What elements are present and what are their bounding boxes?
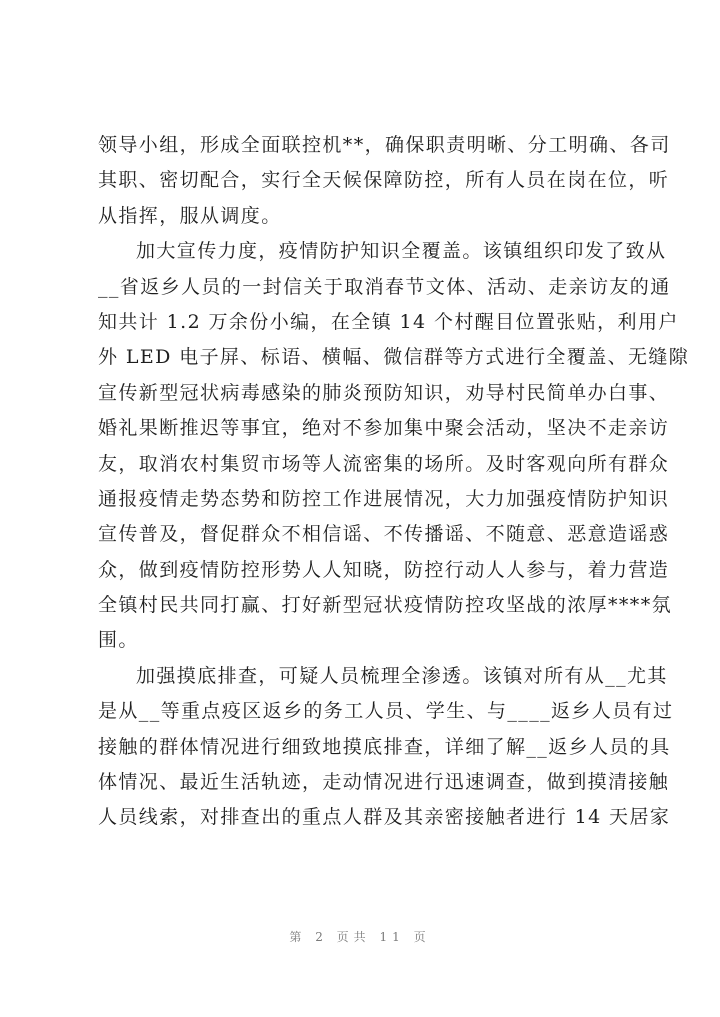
paragraph-2-line-2: __省返乡人员的一封信关于取消春节文体、活动、走亲访友的通 (98, 275, 671, 298)
document-body (98, 128, 690, 836)
paragraph-3-line-2: 是从__等重点疫区返乡的务工人员、学生、与____返乡人员有过 (98, 700, 674, 723)
paragraph-2-line-4: 外 LED 电子屏、标语、横幅、微信群等方式进行全覆盖、无缝隙 (98, 346, 690, 369)
paragraph-2-line-10: 众，做到疫情防控形势人人知晓，防控行动人人参与，着力营造 (98, 558, 670, 581)
paragraph-2-line-1: 加大宣传力度，疫情防护知识全覆盖。该镇组织印发了致从 (136, 240, 667, 263)
paragraph-2-line-3: 知共计 1.2 万余份小编，在全镇 14 个村醒目位置张贴，利用户 (98, 310, 679, 333)
paragraph-1-line-1: 领导小组，形成全面联控机**，确保职责明晰、分工明确、各司 (98, 134, 671, 156)
paragraph-1-line-2: 其职、密切配合，实行全天候保障防控，所有人员在岗在位，听 (98, 169, 670, 192)
paragraph-2-line-11: 全镇村民共同打赢、打好新型冠状疫情防控攻坚战的浓厚****氛 (98, 594, 673, 617)
paragraph-2-line-9: 宣传普及，督促群众不相信谣、不传播谣、不随意、恶意造谣惑 (98, 523, 670, 546)
paragraph-2-line-8: 通报疫情走势态势和防控工作进展情况，大力加强疫情防护知识 (98, 487, 670, 510)
paragraph-3-line-3: 接触的群体情况进行细致地摸底排查，详细了解__返乡人员的具 (98, 735, 671, 758)
page-number-footer: 第 2 页共 11 页 (289, 930, 431, 944)
paragraph-2-line-7: 友，取消农村集贸市场等人流密集的场所。及时客观向所有群众 (98, 452, 670, 475)
paragraph-3-line-1: 加强摸底排查，可疑人员梳理全渗透。该镇对所有从__尤其 (136, 664, 668, 687)
paragraph-2-line-12: 围。 (98, 629, 139, 652)
paragraph-1-line-3: 从指挥，服从调度。 (98, 204, 282, 227)
paragraph-2-line-5: 宣传新型冠状病毒感染的肺炎预防知识，劝导村民简单办白事、 (98, 381, 670, 404)
paragraph-3-line-4: 体情况、最近生活轨迹，走动情况进行迅速调查，做到摸清接触 (98, 771, 670, 794)
paragraph-2-line-6: 婚礼果断推迟等事宜，绝对不参加集中聚会活动，坚决不走亲访 (98, 417, 670, 440)
paragraph-3-line-5: 人员线索，对排查出的重点人群及其亲密接触者进行 14 天居家 (98, 806, 671, 829)
